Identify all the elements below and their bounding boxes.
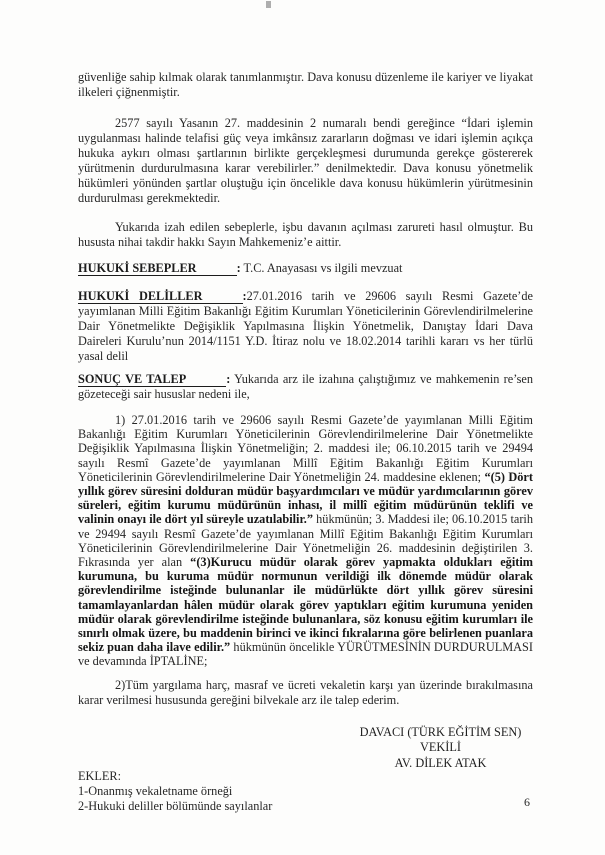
section-hukuki-deliller xyxy=(78,289,533,364)
heading-colon: : xyxy=(242,289,247,303)
section-heading-sonuc-ve-talep: SONUÇ VE TALEP xyxy=(78,372,226,387)
signature-role: VEKİLİ xyxy=(420,740,461,755)
scan-artifact-mark xyxy=(266,1,271,8)
request-item-2: 2)Tüm yargılama harç, masraf ve ücreti vekaletin karşı yan üzerinde bırakılmasına karar verilmesi hususunda gereğini bilvekale arz ile talep ederim. xyxy=(78,677,533,707)
heading-colon: : xyxy=(226,372,231,386)
item1-request-closing: hükmünün öncelikle YÜRÜTMESİNİN DURDURULMASI ve devamında İPTALİNE; xyxy=(78,640,533,669)
section-hukuki-sebepler xyxy=(78,261,533,276)
attachment-item: 2-Hukuki deliller bölümünde sayılanlar xyxy=(78,799,273,814)
attachments-title: EKLER: xyxy=(78,769,122,784)
section-text-hukuki-sebepler: T.C. Anayasası vs ilgili mevzuat xyxy=(240,261,403,275)
signature-claimant: DAVACI (TÜRK EĞİTİM SEN) xyxy=(359,724,522,739)
page-number: 6 xyxy=(524,795,530,809)
item1-quoted-provision-3: “(3)Kurucu müdür olarak görev yapmakta oldukları eğitim kurumuna, bu kuruma müdür normunun verildiği ilk dönemde müdür olarak görevlendirilme isteğinde bulunanlar ile müdürlükte dört yıllık görev süresini tamamlayanlardan hâlen müdür olarak görev yaptıkları eğitim kurumuna yeniden müdür olarak görevlendirilme isteğinde bulunanlara, söz konusu eğitim kurumları ile sınırlı olmak üzere, bu maddenin birinci ve ikinci fıkralarına göre belirlenen puanlara sekiz puan daha ilave edilir.” xyxy=(78,555,533,655)
item1-regulation-reference-2: hükmünün; 3. Maddesi ile; 06.10.2015 tarih ve 29494 sayılı Resmî Gazete’de yayımlanan Millî Eğitim Bakanlığı Eğitim Kurumları Yöneticilerinin Görevlendirilmelerine Dair Yönetmeliğin 26. maddesinin değiştirilen 3. Fıkrasında yer alan xyxy=(78,512,533,570)
signature-block xyxy=(338,725,543,772)
section-text-hukuki-deliller: 27.01.2016 tarih ve 29606 sayılı Resmi Gazete’de yayımlanan Milli Eğitim Bakanlığı Eğitim Kurumları Yöneticilerinin Görevlendirilmelerine Dair Yönetmelikte Değişiklik Yapılmasına İlişkin Yönetmelik, Danıştay İdari Dava Daireleri Kurulu’nun 2014/1151 Y.D. İtiraz nolu ve 18.02.2014 tarihli kararı vs her türlü yasal delil xyxy=(78,289,534,363)
paragraph-conclusion-intro: Yukarıda izah edilen sebeplerle, işbu davanın açılması zarureti hasıl olmuştur. Bu hususta nihai takdir hakkı Sayın Mahkemeniz’e aittir. xyxy=(78,220,533,249)
heading-colon: : xyxy=(236,261,241,275)
paragraph-continuation: güvenliğe sahip kılmak olarak tanımlanmıştır. Dava konusu düzenleme ile kariyer ve liyakat ilkeleri çiğnenmiştir. xyxy=(78,70,533,99)
section-sonuc-ve-talep xyxy=(78,372,533,402)
section-heading-hukuki-deliller: HUKUKİ DELİLLER xyxy=(78,289,243,304)
request-item-1 xyxy=(78,413,533,669)
signature-attorney-name: AV. DİLEK ATAK xyxy=(394,755,487,770)
section-heading-hukuki-sebepler: HUKUKİ SEBEPLER xyxy=(78,261,237,276)
item1-regulation-reference: 1) 27.01.2016 tarih ve 29606 sayılı Resmi Gazete’de yayımlanan Milli Eğitim Bakanlığı Eğitim Kurumları Yöneticilerinin Görevlendirilmelerine Dair Yönetmelikte Değişiklik Yapılmasına İlişkin Yönetmeliğin; 2. maddesi ile; 06.10.2015 tarih ve 29494 sayılı Resmî Gazete’de yayımlanan Millî Eğitim Bakanlığı Eğitim Kurumları Yöneticilerinin Görevlendirilmelerine Dair Yönetmeliğin 24. maddesine eklenen; xyxy=(78,413,533,484)
item1-quoted-provision-5: “(5) Dört yıllık görev süresini dolduran müdür başyardımcıları ve müdür yardımcılarının görev süreleri, eğitim kurumu müdürünün inhası, il millî eğitim müdürünün teklifi ve valinin onayı ile dört yıl süreyle uzatılabilir.” xyxy=(78,469,533,527)
attachment-item: 1-Onanmış vekaletname örneği xyxy=(78,784,233,799)
attachments-block xyxy=(78,769,533,814)
section-text-sonuc-ve-talep: Yukarıda arz ile izahına çalıştığımız ve mahkemenin re’sen gözeteceği sair hususlar nedeni ile, xyxy=(78,372,534,401)
paragraph-law-2577: 2577 sayılı Yasanın 27. maddesinin 2 numaralı bendi gereğince “İdari işlemin uygulanması halinde telafisi güç veya imkânsız zararların doğması ve idari işlemin açıkça hukuka aykırı olması şartlarının birlikte gerçekleşmesi durumunda gerekçe göstererek yürütmenin durdurulmasına karar verebilirler.” denilmektedir. Dava konusu yönetmelik hükümleri yönünden şartlar oluştuğu için öncelikle dava konusu hükümlerin yürütmesinin durdurulması gerekmektedir. xyxy=(78,116,533,205)
